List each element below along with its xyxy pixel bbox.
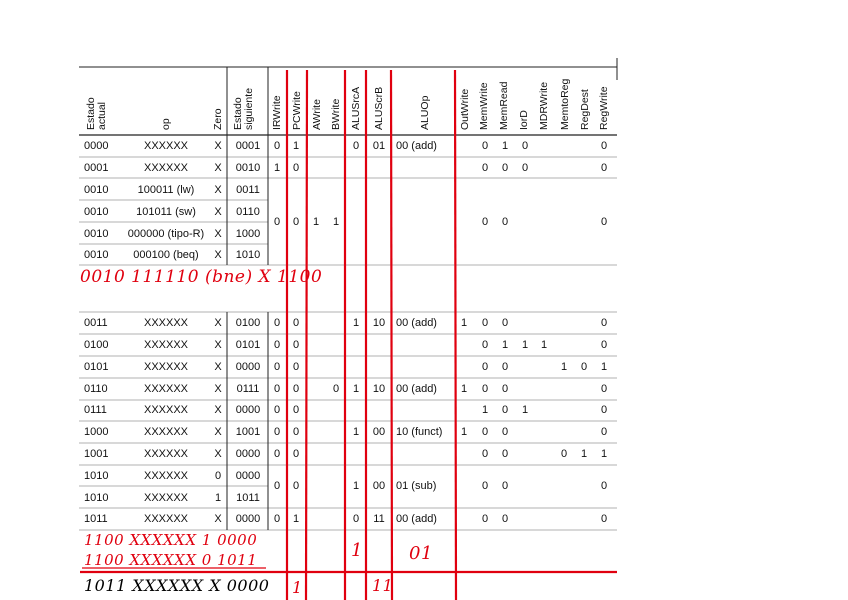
signal-value: 0 <box>292 448 300 460</box>
signal-value: 0 <box>501 383 509 395</box>
header-bwrite: BWrite <box>330 98 342 130</box>
row-zero: X <box>214 339 222 351</box>
row-cur: 0001 <box>84 162 109 174</box>
header-memtoreg: MemtoReg <box>559 78 571 130</box>
row-zero: 1 <box>214 492 222 504</box>
signal-value: 0 <box>501 317 509 329</box>
signal-value: 0 <box>481 216 489 228</box>
handwritten-row-1: 1100 XXXXXX 1 0000 <box>84 531 258 549</box>
signal-value: 0 <box>560 448 568 460</box>
signal-value: 0 <box>501 513 509 525</box>
row-zero: X <box>214 513 222 525</box>
signal-value: 01 (sub) <box>396 480 437 492</box>
row-zero: X <box>214 162 222 174</box>
signal-value: 00 (add) <box>396 317 437 329</box>
signal-value: 1 <box>352 383 360 395</box>
signal-value: 00 (add) <box>396 140 437 152</box>
signal-value: 0 <box>481 480 489 492</box>
row-op: 101011 (sw) <box>136 206 196 218</box>
signal-value: 1 <box>460 317 468 329</box>
signal-value: 0 <box>481 339 489 351</box>
handwritten-bne-row: 0010 111110 (bne) X 1100 <box>80 267 323 287</box>
signal-value: 1 <box>460 426 468 438</box>
signal-value: 0 <box>292 339 300 351</box>
header-regwrite: RegWrite <box>598 86 610 130</box>
signal-value: 1 <box>521 339 529 351</box>
signal-value: 11 <box>373 513 385 525</box>
row-cur: 0010 <box>84 228 109 240</box>
row-next: 0010 <box>235 162 261 174</box>
row-op: 000100 (beq) <box>133 249 199 261</box>
signal-value: 0 <box>292 317 300 329</box>
row-next: 0111 <box>236 383 260 395</box>
row-next: 0110 <box>236 206 260 218</box>
signal-value: 0 <box>352 513 360 525</box>
header-regdest: RegDest <box>579 89 591 130</box>
row-cur: 0000 <box>84 140 109 152</box>
signal-value: 1 <box>501 140 509 152</box>
signal-value: 0 <box>600 480 608 492</box>
row-zero: 0 <box>214 470 222 482</box>
signal-value: 1 <box>352 317 360 329</box>
signal-value: 10 <box>372 383 386 395</box>
row-next: 0011 <box>236 184 260 196</box>
row-cur: 1001 <box>84 448 109 460</box>
signal-value: 1 <box>600 448 608 460</box>
row-zero: X <box>214 206 222 218</box>
handwritten-aluscrb-mark: 11 <box>372 576 394 595</box>
row-next: 1001 <box>235 426 261 438</box>
signal-value: 0 <box>481 162 489 174</box>
handwritten-aluop-mark: 01 <box>409 543 433 564</box>
signal-value: 0 <box>332 383 340 395</box>
signal-value: 10 (funct) <box>396 426 443 438</box>
row-next: 0000 <box>235 470 261 482</box>
row-cur: 0111 <box>84 404 107 416</box>
signal-value: 0 <box>292 480 300 492</box>
row-op: 000000 (tipo-R) <box>127 228 205 240</box>
row-cur: 0010 <box>84 249 109 261</box>
row-zero: X <box>214 383 222 395</box>
signal-value: 0 <box>352 140 360 152</box>
row-op: XXXXXX <box>143 470 189 482</box>
header-memwrite: MemWrite <box>478 82 490 130</box>
header-irwrite: IRWrite <box>271 95 283 130</box>
signal-value: 0 <box>600 404 608 416</box>
row-op: XXXXXX <box>143 162 189 174</box>
row-op: XXXXXX <box>143 361 189 373</box>
row-op: XXXXXX <box>143 339 189 351</box>
row-op: XXXXXX <box>143 140 189 152</box>
row-zero: X <box>214 228 222 240</box>
signal-value: 0 <box>600 317 608 329</box>
signal-value: 1 <box>560 361 568 373</box>
signal-value: 0 <box>521 162 529 174</box>
signal-value: 1 <box>580 448 588 460</box>
signal-value: 1 <box>501 339 509 351</box>
row-zero: X <box>214 184 222 196</box>
signal-value: 1 <box>460 383 468 395</box>
signal-value: 00 <box>372 480 386 492</box>
row-cur: 1010 <box>84 492 109 504</box>
header-alusrca: ALUSrcA <box>350 86 362 130</box>
row-next: 1011 <box>236 492 260 504</box>
signal-value: 1 <box>312 216 320 228</box>
signal-value: 0 <box>600 162 608 174</box>
signal-value: 0 <box>273 404 281 416</box>
header-estado-siguiente: Estado siguiente <box>232 87 255 130</box>
header-zero: Zero <box>212 108 224 130</box>
row-next: 0000 <box>235 448 261 460</box>
signal-value: 0 <box>600 140 608 152</box>
signal-value: 0 <box>273 426 281 438</box>
signal-value: 0 <box>292 361 300 373</box>
row-next: 0100 <box>235 317 261 329</box>
header-iord: IorD <box>518 110 530 130</box>
signal-value: 10 <box>372 317 386 329</box>
signal-value: 01 <box>372 140 386 152</box>
signal-value: 0 <box>580 361 588 373</box>
header-aluop: ALUOp <box>419 95 431 130</box>
signal-value: 0 <box>501 162 509 174</box>
signal-value: 0 <box>481 513 489 525</box>
signal-value: 00 (add) <box>396 513 437 525</box>
signal-value: 1 <box>332 216 340 228</box>
header-outwrite: OutWrite <box>459 88 471 130</box>
signal-value: 0 <box>481 140 489 152</box>
row-zero: X <box>214 426 222 438</box>
row-op: XXXXXX <box>143 383 189 395</box>
row-cur: 0110 <box>84 383 108 395</box>
row-op: XXXXXX <box>143 513 189 525</box>
signal-value: 0 <box>273 317 281 329</box>
signal-value: 1 <box>521 404 529 416</box>
row-op: XXXXXX <box>143 492 189 504</box>
row-next: 0101 <box>235 339 261 351</box>
handwritten-alusrca-mark: 1 <box>351 540 363 561</box>
signal-value: 0 <box>292 383 300 395</box>
handwritten-row-3: 1011 XXXXXX X 0000 <box>84 576 270 595</box>
row-next: 1010 <box>235 249 261 261</box>
row-next: 0000 <box>235 513 261 525</box>
header-memread: MemRead <box>498 81 510 130</box>
signal-value: 0 <box>600 339 608 351</box>
header-pcwrite: PCWrite <box>291 91 303 130</box>
signal-value: 00 <box>372 426 386 438</box>
signal-value: 1 <box>352 480 360 492</box>
signal-value: 1 <box>481 404 489 416</box>
row-zero: X <box>214 361 222 373</box>
signal-value: 0 <box>273 339 281 351</box>
signal-value: 0 <box>273 140 281 152</box>
signal-value: 0 <box>600 513 608 525</box>
row-cur: 1010 <box>84 470 109 482</box>
signal-value: 1 <box>352 426 360 438</box>
signal-value: 1 <box>600 361 608 373</box>
row-op: XXXXXX <box>143 404 189 416</box>
signal-value: 0 <box>521 140 529 152</box>
row-next: 0000 <box>235 361 261 373</box>
signal-value: 0 <box>481 426 489 438</box>
signal-value: 0 <box>292 426 300 438</box>
header-aluscrb: ALUScrB <box>373 86 385 130</box>
row-cur: 0101 <box>84 361 109 373</box>
signal-value: 1 <box>540 339 548 351</box>
signal-value: 0 <box>600 216 608 228</box>
signal-value: 0 <box>292 162 300 174</box>
signal-value: 0 <box>501 404 509 416</box>
handwritten-pcwrite-mark: 1 <box>292 578 303 597</box>
signal-value: 00 (add) <box>396 383 437 395</box>
header-estado-actual: Estado actual <box>85 97 108 130</box>
row-zero: X <box>214 317 222 329</box>
signal-value: 0 <box>501 480 509 492</box>
signal-value: 0 <box>273 383 281 395</box>
signal-value: 0 <box>292 404 300 416</box>
row-op: XXXXXX <box>143 448 189 460</box>
signal-value: 0 <box>273 513 281 525</box>
signal-value: 0 <box>481 448 489 460</box>
row-zero: X <box>214 249 222 261</box>
signal-value: 0 <box>481 361 489 373</box>
row-cur: 0010 <box>84 184 109 196</box>
row-zero: X <box>214 404 222 416</box>
signal-value: 0 <box>600 383 608 395</box>
signal-value: 0 <box>273 448 281 460</box>
row-zero: X <box>214 448 222 460</box>
signal-value: 0 <box>292 216 300 228</box>
header-awrite: AWrite <box>311 99 323 130</box>
signal-value: 0 <box>273 361 281 373</box>
handwritten-row-2: 1100 XXXXXX 0 1011 <box>84 551 258 569</box>
row-cur: 0010 <box>84 206 109 218</box>
signal-value: 0 <box>273 216 281 228</box>
row-op: XXXXXX <box>143 317 189 329</box>
header-mdrwrite: MDRWrite <box>538 81 550 130</box>
signal-value: 0 <box>481 383 489 395</box>
row-next: 1000 <box>235 228 261 240</box>
header-op: op <box>160 118 172 130</box>
signal-value: 0 <box>273 480 281 492</box>
signal-value: 0 <box>501 361 509 373</box>
signal-value: 1 <box>273 162 281 174</box>
signal-value: 1 <box>292 513 300 525</box>
signal-value: 0 <box>501 448 509 460</box>
row-cur: 1000 <box>84 426 109 438</box>
row-op: 100011 (lw) <box>137 184 195 196</box>
row-zero: X <box>214 140 222 152</box>
signal-value: 0 <box>600 426 608 438</box>
signal-value: 0 <box>501 216 509 228</box>
signal-value: 0 <box>501 426 509 438</box>
row-cur: 0100 <box>84 339 109 351</box>
row-next: 0000 <box>235 404 261 416</box>
row-cur: 1011 <box>84 513 108 525</box>
signal-value: 1 <box>292 140 300 152</box>
row-op: XXXXXX <box>143 426 189 438</box>
signal-value: 0 <box>481 317 489 329</box>
row-next: 0001 <box>235 140 261 152</box>
row-cur: 0011 <box>84 317 108 329</box>
